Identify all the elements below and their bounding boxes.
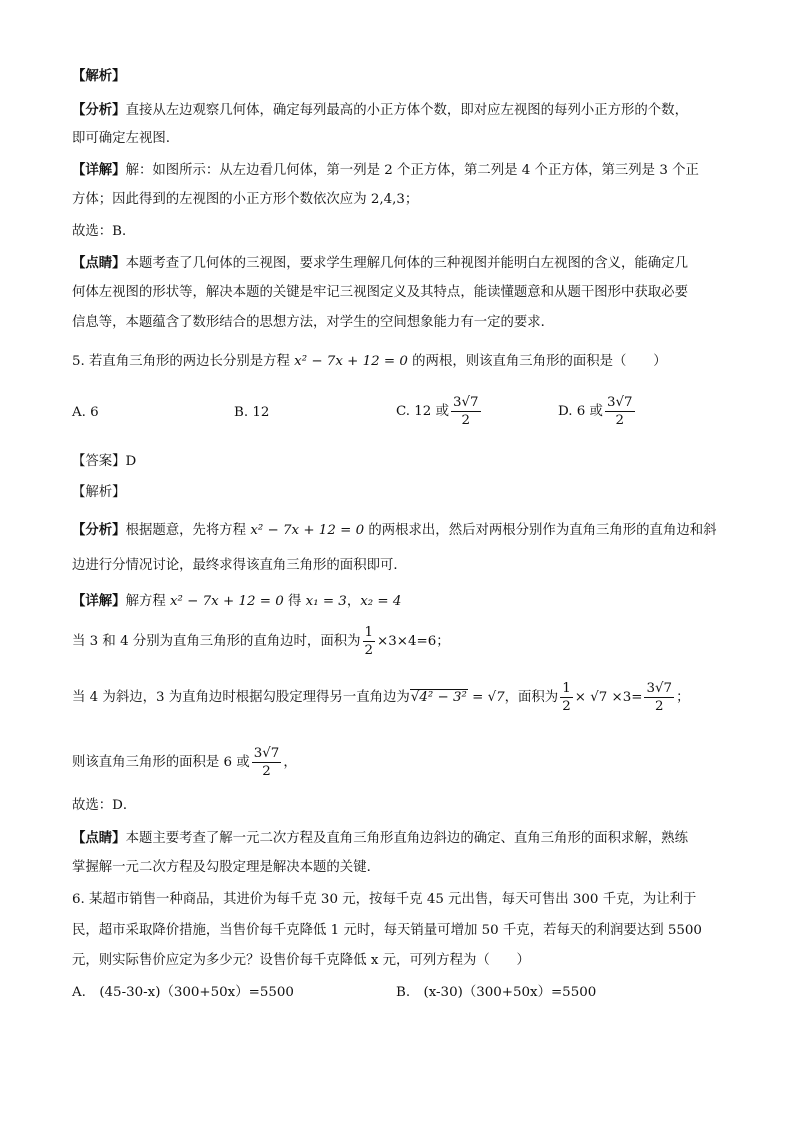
q5-option-b: B. 12 (234, 405, 270, 420)
q5-case-1: 当 3 和 4 分别为直角三角形的直角边时，面积为 $\frac{1}{2}$ ×3×4=6； (72, 625, 450, 658)
fraction-three-root-seven-half: $\frac{3√7}{2}$ (253, 746, 280, 779)
q4-comment-line-2: 何体左视图的形状等，解决本题的关键是牢记三视图定义及其特点，能读懂题意和从题干图形中获取必要 (72, 285, 688, 300)
q5-comment-tag: 【点睛】 (72, 830, 126, 846)
q5-option-c-fraction: $\frac{3√7}{2}$ (452, 395, 479, 428)
q5-analysis-line-2: 边进行分情况讨论，最终求得该直角三角形的面积即可． (72, 558, 407, 573)
q5-comment-line-1: 【点睛】本题主要考查了解一元二次方程及直角三角形直角边斜边的确定、直角三角形的面积求解，熟练 (72, 830, 688, 846)
q5-option-c (396, 394, 483, 429)
detail-text: 解：如图所示：从左边看几何体，第一列是 2 个正方体，第二列是 4 个正方体，第三列是 3 个正 (125, 163, 699, 178)
q5-analysis-equation: x² − 7x + 12 = 0 (250, 523, 365, 538)
q5-analysis-line-1: 【分析】根据题意，先将方程 x² − 7x + 12 = 0 的两根求出，然后对两根分别作为直角三角形的直角边和斜 (72, 522, 717, 538)
analysis-text: 直接从左边观察几何体，确定每列最高的小正方体个数，即对应左视图的每列小正方形的个数， (125, 103, 688, 118)
root-x2: x₂ = 4 (360, 594, 402, 609)
q5-stem-tail: 的两根，则该直角三角形的面积是（ ） (407, 354, 667, 369)
q6-option-b: B. (x-30)（300+50x）=5500 (396, 985, 597, 1000)
q4-comment-line-3: 信息等，本题蕴含了数形结合的思想方法，对学生的空间想象能力有一定的要求． (72, 315, 555, 330)
q4-detail-line-1 (72, 160, 699, 181)
q4-detail-line-2: 方体；因此得到的左视图的小正方形个数依次应为 2,4,3； (72, 192, 419, 207)
fraction-one-half: $\frac{1}{2}$ (562, 681, 571, 714)
q5-comment-line-2: 掌握解一元二次方程及勾股定理是解决本题的关键． (72, 860, 380, 875)
q5-detail-equation: x² − 7x + 12 = 0 (170, 594, 284, 609)
radical-expression: √4² − 3² (410, 690, 467, 705)
q5-detail-tag: 【详解】 (72, 593, 126, 609)
detail-tag: 【详解】 (72, 162, 126, 178)
q5-stem-text: 5. 若直角三角形的两边长分别是方程 (72, 354, 295, 369)
q5-choice: 故选：D． (72, 798, 137, 813)
q6-stem-line-1: 6. 某超市销售一种商品，其进价为每千克 30 元，按每千克 45 元出售，每天可售出 300 千克，为让利于 (72, 892, 697, 907)
q4-comment-line-1 (72, 253, 688, 274)
fraction-one-half: $\frac{1}{2}$ (364, 625, 374, 658)
q4-choice: 故选：B． (72, 224, 136, 239)
q6-option-a: A. (45-30-x)（300+50x）=5500 (72, 985, 294, 1000)
q5-analysis-tag: 【分析】 (72, 522, 126, 538)
root-x1: x₁ = 3 (305, 594, 347, 609)
fraction-three-root-seven-half: $\frac{3√7}{2}$ (646, 681, 673, 714)
q5-stem (72, 352, 667, 372)
q5-option-d (558, 394, 637, 429)
q5-option-a: A. 6 (72, 405, 99, 420)
q6-stem-line-2: 民，超市采取降价措施，当售价每千克降低 1 元时，每天销量可增加 50 千克，若每天的利润要达到 5500 (72, 923, 702, 938)
q5-case-2: 当 4 为斜边，3 为直角边时根据勾股定理得另一直角边为√4² − 3² = √7，面积为 $\frac{1}{2}$ × √7 ×3= $\frac{3√7}{2}$ ； (72, 681, 690, 714)
comment-tag: 【点睛】 (72, 255, 126, 271)
q5-detail-line-1: 【详解】解方程 x² − 7x + 12 = 0 得 x₁ = 3，x₂ = 4 (72, 593, 402, 609)
analysis-label: 【解析】 (72, 68, 126, 84)
q5-equation: x² − 7x + 12 = 0 (294, 354, 408, 369)
q5-option-d-text: D. 6 或 (558, 404, 603, 419)
q5-answer: 【答案】D (72, 454, 137, 469)
q4-analysis-line-1 (72, 100, 688, 121)
comment-text: 本题考查了几何体的三视图，要求学生理解几何体的三种视图并能明白左视图的含义，能确定几 (125, 256, 688, 271)
q4-analysis-line-2: 即可确定左视图. (72, 131, 170, 146)
q5-option-d-fraction: $\frac{3√7}{2}$ (606, 395, 633, 428)
analysis-tag: 【分析】 (72, 102, 126, 118)
q5-analysis-label: 【解析】 (72, 485, 126, 500)
q6-stem-line-3: 元，则实际售价应定为多少元？设售价每千克降低 x 元，可列方程为（ ） (72, 953, 530, 968)
q5-option-c-text: C. 12 或 (396, 404, 449, 419)
q5-conclusion: 则该直角三角形的面积是 6 或 $\frac{3√7}{2}$ ， (72, 746, 297, 779)
